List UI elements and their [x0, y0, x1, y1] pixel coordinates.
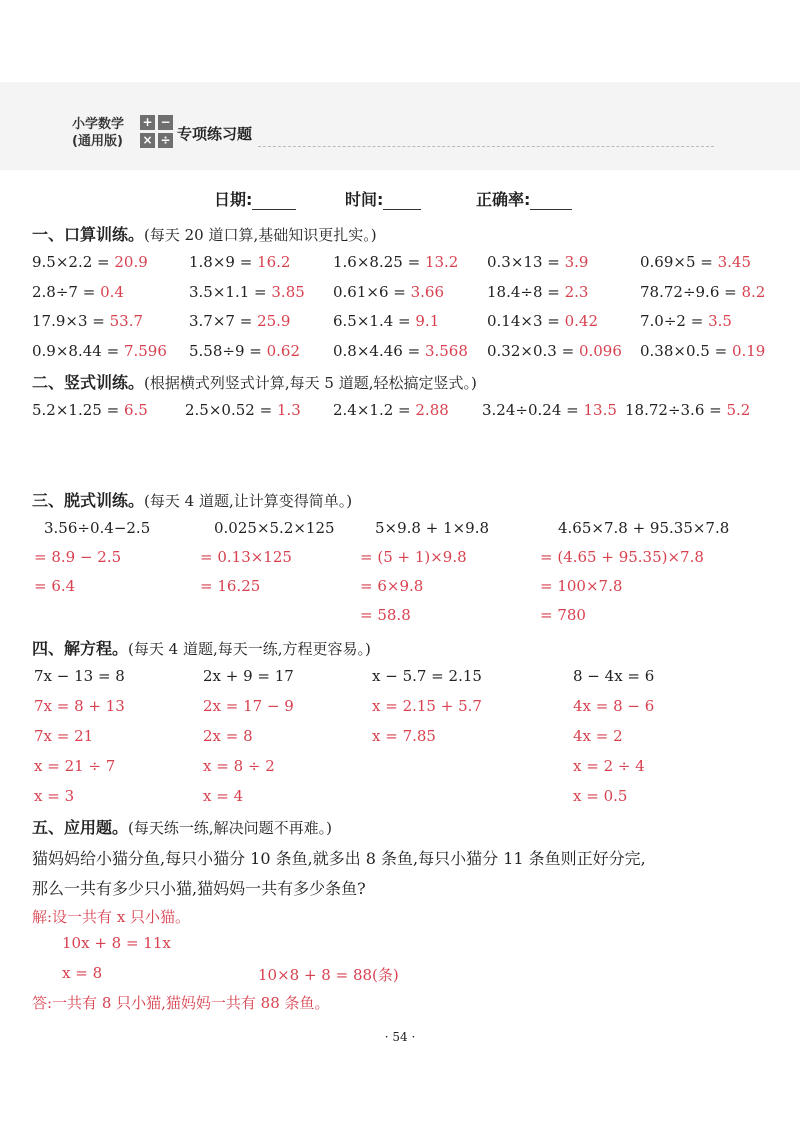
equation-step: x = 8 ÷ 2 [203, 757, 275, 775]
time-blank [383, 191, 421, 210]
expression: 1.6×8.25 = [333, 253, 425, 271]
answer: 5.2 [726, 401, 751, 419]
accuracy-label: 正确率: [476, 190, 531, 209]
answer: 25.9 [257, 312, 291, 330]
time-field [345, 187, 421, 210]
stepwise-question: 0.025×5.2×125 [214, 519, 335, 537]
expression: 0.61×6 = [333, 283, 411, 301]
section5-note: (每天练一练,解决问题不再难。) [128, 819, 332, 837]
oral-item [333, 283, 444, 301]
equation-step: 4x = 8 − 6 [573, 697, 655, 715]
equation-question: x − 5.7 = 2.15 [372, 667, 482, 685]
oral-item [333, 312, 439, 330]
accuracy-field [476, 187, 572, 210]
stepwise-step: = 100×7.8 [540, 577, 623, 595]
stepwise-step: = (4.65 + 95.35)×7.8 [540, 548, 704, 566]
equation-question: 8 − 4x = 6 [573, 667, 655, 685]
section1-title: 一、口算训练。 [32, 225, 145, 244]
oral-item [32, 283, 124, 301]
expression: 6.5×1.4 = [333, 312, 416, 330]
expression: 2.5×0.52 = [185, 401, 277, 419]
answer: 0.42 [564, 312, 599, 330]
oral-item [640, 342, 765, 360]
equation-step: 7x = 21 [34, 727, 94, 745]
section3-note: (每天 4 道题,让计算变得简单。) [144, 492, 353, 510]
divide-icon: ÷ [158, 133, 173, 148]
answer: 3.45 [717, 253, 752, 271]
date-blank [252, 191, 296, 210]
answer: 3.66 [410, 283, 445, 301]
series-title: 专项练习题 [177, 125, 253, 143]
expression: 0.8×4.46 = [333, 342, 425, 360]
answer: 0.19 [731, 342, 766, 360]
expression: 5.2×1.25 = [32, 401, 124, 419]
oral-item [333, 342, 468, 360]
oral-item [32, 312, 143, 330]
header-divider [258, 146, 714, 147]
section2-heading [32, 370, 477, 393]
equation-step: x = 21 ÷ 7 [34, 757, 116, 775]
oral-item [189, 342, 300, 360]
equation-step: x = 0.5 [573, 787, 628, 805]
expression: 17.9×3 = [32, 312, 110, 330]
answer: 6.5 [123, 401, 148, 419]
expression: 3.24÷0.24 = [482, 401, 584, 419]
oral-item [487, 283, 588, 301]
expression: 3.7×7 = [189, 312, 258, 330]
oral-item [189, 312, 290, 330]
section3-heading [32, 488, 352, 511]
answer: 3.5 [708, 312, 732, 330]
answer: 13.2 [424, 253, 459, 271]
answer: 2.3 [564, 283, 589, 301]
expression: 2.4×1.2 = [333, 401, 416, 419]
expression: 9.5×2.2 = [32, 253, 115, 271]
problem-line-1: 猫妈妈给小猫分鱼,每只小猫分 10 条鱼,就多出 8 条鱼,每只小猫分 11 条鱼则正好分完, [32, 849, 646, 868]
stepwise-step: = 6.4 [34, 577, 76, 595]
oral-item [333, 253, 458, 271]
expression: 0.38×0.5 = [640, 342, 732, 360]
answer-line: 答:一共有 8 只小猫,猫妈妈一共有 88 条鱼。 [32, 994, 330, 1012]
equation-step: 2x = 8 [203, 727, 253, 745]
answer: 1.3 [276, 401, 301, 419]
oral-item [487, 253, 588, 271]
answer: 2.88 [415, 401, 449, 419]
stepwise-question: 5×9.8 + 1×9.8 [375, 519, 490, 537]
answer: 7.596 [123, 342, 167, 360]
vertical-item [333, 401, 449, 419]
accuracy-blank [530, 191, 572, 210]
answer: 8.2 [741, 283, 766, 301]
time-label: 时间: [345, 190, 384, 209]
expression: 0.69×5 = [640, 253, 718, 271]
expression: 2.8÷7 = [32, 283, 101, 301]
expression: 0.14×3 = [487, 312, 565, 330]
section4-heading [32, 636, 371, 659]
answer: 3.568 [424, 342, 468, 360]
answer: 13.5 [583, 401, 617, 419]
section1-heading [32, 222, 377, 245]
section4-note: (每天 4 道题,每天一练,方程更容易。) [128, 640, 371, 658]
stepwise-step: = 0.13×125 [200, 548, 292, 566]
expression: 5.58÷9 = [189, 342, 267, 360]
oral-item [640, 312, 732, 330]
vertical-item [185, 401, 301, 419]
section2-note: (根据横式列竖式计算,每天 5 道题,轻松搞定竖式。) [144, 374, 477, 392]
section4-title: 四、解方程。 [32, 639, 129, 658]
oral-item [640, 253, 751, 271]
brand-text [72, 116, 124, 150]
brand-line-2: (通用版) [72, 134, 123, 149]
oral-item [32, 253, 148, 271]
oral-item [487, 312, 598, 330]
stepwise-step: = 58.8 [360, 606, 411, 624]
equation-step: 2x = 17 − 9 [203, 697, 294, 715]
stepwise-question: 4.65×7.8 + 95.35×7.8 [558, 519, 730, 537]
solution-fish: 10×8 + 8 = 88(条) [258, 966, 399, 984]
expression: 18.72÷3.6 = [625, 401, 727, 419]
expression: 0.9×8.44 = [32, 342, 124, 360]
vertical-item [32, 401, 148, 419]
section5-heading [32, 815, 332, 838]
date-field [214, 187, 296, 210]
equation-step: x = 4 [203, 787, 244, 805]
operator-icon [140, 115, 174, 149]
stepwise-step: = 8.9 − 2.5 [34, 548, 122, 566]
oral-item [640, 283, 765, 301]
oral-item [32, 342, 167, 360]
brand-line-1: 小学数学 [72, 117, 125, 132]
stepwise-step: = 16.25 [200, 577, 261, 595]
expression: 3.5×1.1 = [189, 283, 272, 301]
answer: 3.9 [564, 253, 589, 271]
section5-title: 五、应用题。 [32, 818, 129, 837]
answer: 0.096 [578, 342, 622, 360]
solution-x: x = 8 [62, 964, 103, 982]
times-icon: × [140, 133, 155, 148]
answer: 20.9 [114, 253, 148, 271]
expression: 1.8×9 = [189, 253, 258, 271]
equation-step: 4x = 2 [573, 727, 623, 745]
answer: 0.4 [100, 283, 124, 301]
answer: 16.2 [257, 253, 291, 271]
expression: 0.32×0.3 = [487, 342, 579, 360]
page-number: · 54 · [384, 1030, 416, 1044]
equation-step: x = 3 [34, 787, 75, 805]
answer: 3.85 [271, 283, 305, 301]
problem-line-2: 那么一共有多少只小猫,猫妈妈一共有多少条鱼? [32, 879, 366, 898]
equation-question: 7x − 13 = 8 [34, 667, 125, 685]
oral-item [189, 253, 290, 271]
answer: 0.62 [266, 342, 301, 360]
oral-item [487, 342, 622, 360]
equation-step: x = 7.85 [372, 727, 436, 745]
date-label: 日期: [214, 190, 253, 209]
minus-icon: − [158, 115, 173, 130]
stepwise-step: = (5 + 1)×9.8 [360, 548, 467, 566]
expression: 0.3×13 = [487, 253, 565, 271]
solution-equation: 10x + 8 = 11x [62, 934, 171, 952]
equation-step: 7x = 8 + 13 [34, 697, 125, 715]
stepwise-step: = 780 [540, 606, 586, 624]
equation-step: x = 2.15 + 5.7 [372, 697, 482, 715]
equation-question: 2x + 9 = 17 [203, 667, 294, 685]
stepwise-step: = 6×9.8 [360, 577, 424, 595]
solution-let: 解:设一共有 x 只小猫。 [32, 908, 191, 926]
answer: 53.7 [109, 312, 144, 330]
expression: 78.72÷9.6 = [640, 283, 742, 301]
plus-icon: + [140, 115, 155, 130]
section1-note: (每天 20 道口算,基础知识更扎实。) [144, 226, 377, 244]
vertical-item [482, 401, 617, 419]
expression: 18.4÷8 = [487, 283, 565, 301]
stepwise-question: 3.56÷0.4−2.5 [44, 519, 151, 537]
oral-item [189, 283, 305, 301]
answer: 9.1 [415, 312, 440, 330]
expression: 7.0÷2 = [640, 312, 709, 330]
equation-step: x = 2 ÷ 4 [573, 757, 645, 775]
section3-title: 三、脱式训练。 [32, 491, 145, 510]
vertical-item [625, 401, 750, 419]
section2-title: 二、竖式训练。 [32, 373, 145, 392]
